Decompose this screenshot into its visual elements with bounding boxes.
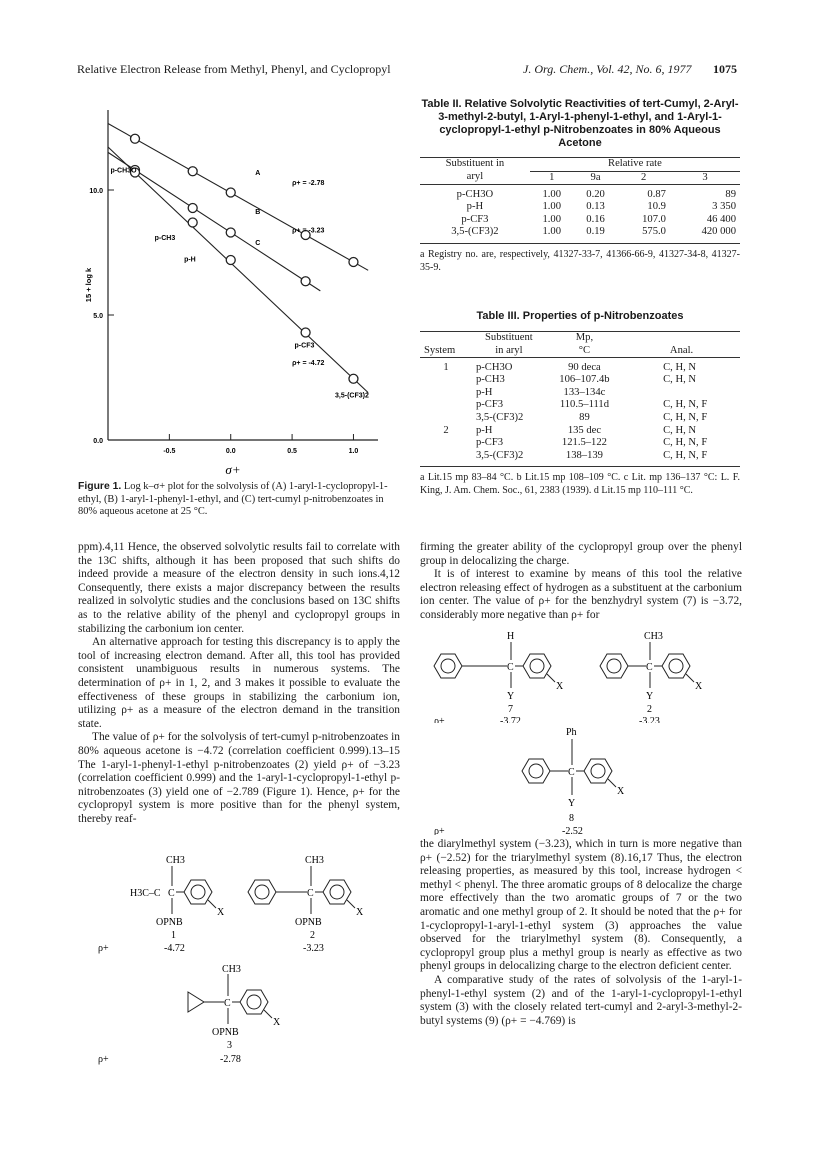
table-3-header-mp: Mp, <box>575 332 594 343</box>
table-2-footnote: a Registry no. are, respectively, 41327-33-7, 41366-66-9, 41327-34-8, 41327-35-9. <box>420 249 740 273</box>
table-cell: 3,5-(CF3)2 <box>475 449 524 461</box>
table-cell: 46 400 <box>706 213 736 225</box>
table-cell: p-H <box>466 201 484 213</box>
s1-val: -4.72 <box>164 943 185 954</box>
table-cell: 3 350 <box>712 201 736 213</box>
series-label-B: B <box>255 208 261 216</box>
label-p-cf3: p-CF3 <box>294 342 315 350</box>
table-cell: 1.00 <box>542 213 562 225</box>
table-cell: 575.0 <box>642 226 666 238</box>
table-cell <box>420 399 472 412</box>
table-row <box>420 226 740 243</box>
s3-num: 3 <box>227 1040 232 1051</box>
table-cell: 138–139 <box>565 449 603 461</box>
series-label-C: C <box>255 240 261 247</box>
data-point-B <box>188 204 197 213</box>
s2-top: CH3 <box>305 855 324 866</box>
journal-citation: J. Org. Chem., Vol. 42, No. 6, 1977 <box>523 62 692 76</box>
right-column-text-top <box>420 541 742 623</box>
table-3-grid <box>420 331 740 467</box>
table-cell: 0.13 <box>586 201 605 213</box>
x-tick-label: 0.5 <box>287 448 297 455</box>
table-cell: p-CF3 <box>461 213 489 225</box>
series-line-A <box>108 124 368 271</box>
series-label-A: A <box>255 170 261 177</box>
table-3-header-aryl: in aryl <box>495 344 523 356</box>
figure-caption-text: Log k–σ+ plot for the solvolysis of (A) 1-aryl-1-cyclopropyl-1-ethyl, (B) 1-aryl-1-phenyl-1-ethyl, and (C) tert-cumyl p-nitrobenzoates in 80% aqueous acetone at 25 °C. <box>78 481 388 518</box>
data-point-C <box>226 256 235 265</box>
data-point-A <box>188 167 197 176</box>
table-cell: 107.0 <box>642 213 666 225</box>
table-cell: 1.00 <box>542 201 562 213</box>
s2-x: X <box>356 907 364 918</box>
s7-val: -3.72 <box>500 716 521 723</box>
s7-rho: ρ+ <box>434 716 445 723</box>
structure-3 <box>78 962 400 1067</box>
s8-x: X <box>617 786 625 797</box>
label-3-5-cf3-2: 3,5-(CF3)2 <box>335 392 369 400</box>
data-point-B <box>301 277 310 286</box>
data-point-A <box>349 258 358 267</box>
series-line-C <box>108 147 368 393</box>
s1-left: H3C–C <box>130 888 161 899</box>
table-3-footnote: a Lit.15 mp 83–84 °C. b Lit.15 mp 108–109 °C. c Lit. mp 136–137 °C: L. F. King, J. Am. Chem. Soc., 61, 2383 (1939). d Lit.15 mp 110–111 °C. <box>420 472 740 496</box>
table-2-col: 3 <box>670 171 740 185</box>
rho-label-B: ρ+ = -3.23 <box>292 227 325 235</box>
structures-1-2 <box>78 852 400 962</box>
data-point-C <box>301 328 310 337</box>
paragraph: It is of interest to examine by means of this tool the relative electron releasing effect of hydrogen as a substituent at the carbonium ion center. The value of ρ+ for the benzhydryl system (7) is −3.72, considerably more negative than ρ+ for <box>420 568 742 621</box>
s7-bottom: Y <box>507 691 515 702</box>
running-header-title: Relative Electron Release from Methyl, Phenyl, and Cyclopropyl <box>77 62 391 76</box>
table-2-header-relative-rate: Relative rate <box>608 158 662 169</box>
table-cell: 3,5-(CF3)2 <box>451 226 499 238</box>
s2-num: 2 <box>310 930 315 941</box>
table-cell: 10.9 <box>647 201 666 213</box>
s3-bottom: OPNB <box>212 1027 239 1038</box>
figure-caption <box>78 481 400 519</box>
table-cell: 133–134c <box>563 386 606 398</box>
s1-rho: ρ+ <box>98 943 109 954</box>
table-cell: 1.00 <box>542 226 562 238</box>
table-3-header-anal: Anal. <box>669 344 694 356</box>
table-row <box>420 201 740 214</box>
x-tick-label: -0.5 <box>163 448 176 455</box>
table-row <box>420 437 740 450</box>
s2b-c: C <box>646 662 653 673</box>
table-cell: 121.5–122 <box>561 437 607 449</box>
table-cell: p-H <box>475 386 493 398</box>
table-3-header-substituent: Substituent <box>485 332 533 343</box>
paragraph: The value of ρ+ for the solvolysis of tert-cumyl p-nitrobenzoates in 80% aqueous acetone is −4.72 (correlation coefficient 0.999).13–15 The 1-aryl-1-phenyl-1-ethyl p-nitrobenzoates (2) yield ρ+ of −3.23 (correlation coefficient 0.999) and the 1-aryl-1-cyclopropyl-1-ethyl p-nitrobenzoates (3) yield one of −2.789 (Figure 1). Hence, ρ+ for the cyclopropyl system is more positive than for the phenyl system, thereby reaf- <box>78 731 400 825</box>
table-cell: 1 <box>443 361 449 373</box>
s8-val: -2.52 <box>562 826 583 835</box>
table-2-col: 9a <box>574 171 618 185</box>
s2-bottom: OPNB <box>295 917 322 928</box>
y-tick-label: 0.0 <box>93 438 103 445</box>
table-cell: p-CH3 <box>475 374 505 386</box>
table-cell: 0.20 <box>586 188 605 200</box>
table-3-header-deg: °C <box>578 344 591 356</box>
s7-c: C <box>507 662 514 673</box>
s1-c: C <box>168 888 175 899</box>
table-cell: C, H, N, F <box>663 412 708 424</box>
table-2-col: 2 <box>617 171 670 185</box>
s2b-x: X <box>695 681 703 692</box>
s3-top: CH3 <box>222 964 241 975</box>
x-tick-label: 1.0 <box>348 448 359 455</box>
figure-1 <box>78 100 400 482</box>
table-cell: 420 000 <box>701 226 736 238</box>
data-point-A <box>131 134 140 143</box>
table-cell: 89 <box>579 412 590 424</box>
table-row <box>420 450 740 467</box>
table-cell: 0.19 <box>586 226 605 238</box>
s2-val: -3.23 <box>303 943 324 954</box>
table-3-header-system: System <box>424 344 456 356</box>
table-row <box>420 362 740 375</box>
s2-c: C <box>307 888 314 899</box>
paragraph: ppm).4,11 Hence, the observed solvolytic results fail to correlate with the 13C shifts, although it has been proposed that such shifts do indeed provide a measure of the electron density in such ions.4,12 Consequently, there exists a major discrepancy between the results realized in solvolytic studies and the conclusions based on 13C shifts as to the relative ability of the phenyl and cyclopropyl groups in stabilizing the carbonium ion center. <box>78 541 400 635</box>
rho-label-A: ρ+ = -2.78 <box>292 180 325 187</box>
x-axis-label: σ+ <box>225 462 241 477</box>
label-p-ch3: p-CH3 <box>154 235 176 242</box>
paragraph: An alternative approach for testing this discrepancy is to apply the tool of increasing electron demand. After all, this tool has provided consistent unambiguous results in numerous systems. The determination of ρ+ in 1, 2, and 3 makes it possible to evaluate the effectiveness of these groups in stabilizing the carbonium ion, utilizing ρ+ as a measure of the electron demand in the transition state. <box>78 636 400 730</box>
table-cell: 1.00 <box>542 188 562 200</box>
label-p-h: p-H <box>184 256 196 264</box>
s8-c: C <box>568 767 575 778</box>
paragraph: firming the greater ability of the cyclopropyl group over the phenyl group in delocalizing the charge. <box>420 541 742 567</box>
table-cell <box>420 450 472 467</box>
table-cell <box>420 437 472 450</box>
x-tick-label: 0.0 <box>225 448 236 455</box>
structures-7-2 <box>420 628 742 723</box>
s1-bottom: OPNB <box>156 917 183 928</box>
y-tick-label: 5.0 <box>93 313 103 320</box>
data-point-C <box>188 218 197 227</box>
table-cell: C, H, N, F <box>663 449 708 461</box>
table-2-header-aryl: aryl <box>466 171 484 183</box>
table-row <box>420 374 740 387</box>
table-3 <box>420 310 740 497</box>
table-cell: p-CH3O <box>475 361 513 373</box>
page-number: 1075 <box>713 62 737 76</box>
s2b-num: 2 <box>647 704 652 715</box>
paragraph: the diarylmethyl system (−3.23), which in turn is more negative than ρ+ (−2.52) for the triarylmethyl system (8).16,17 Thus, the electron releasing properties, as measured by this tool, increase hydrogen < methyl < phenyl. The three aromatic groups of 8 delocalize the charge more effectively than the two aromatic groups of 7 or the two aromatic and one methyl group of 2. It should be noted that the ρ+ for 1-cyclopropyl-1-aryl-1-ethyl system (3) approaches the value observed for the triarylmethyl system (8). Consequently, a cyclopropyl group plus a methyl group is nearly as effective as two phenyl groups in delocalizing charge to the electron deficient center. <box>420 838 742 973</box>
paragraph: A comparative study of the rates of solvolysis of the 1-aryl-1-phenyl-1-ethyl system (2) and of the 1-aryl-1-cyclopropyl-1-ethyl system (3) with the closely related tert-cumyl and 2-aryl-3-methyl-2-butyl systems (9) (ρ+ = −4.769) is <box>420 973 742 1027</box>
table-cell: 110.5–111d <box>559 399 609 411</box>
table-row <box>420 189 740 202</box>
s8-num: 8 <box>569 813 574 824</box>
table-cell: p-CH3O <box>456 188 494 200</box>
table-cell: C, H, N <box>663 361 697 373</box>
data-point-A <box>226 188 235 197</box>
data-point-C <box>349 374 358 383</box>
table-cell <box>420 387 472 400</box>
table-cell: C, H, N <box>663 374 697 386</box>
table-2-title: Table II. Relative Solvolytic Reactivities of tert-Cumyl, 2-Aryl-3-methyl-2-butyl, 1-Aryl-1-phenyl-1-ethyl, and 1-Aryl-1-cyclopropyl-1-ethyl p-Nitrobenzoates in 80% Aqueous Acetone <box>421 98 739 149</box>
s3-x: X <box>273 1017 281 1028</box>
table-cell <box>420 374 472 387</box>
table-cell: p-CF3 <box>475 437 504 449</box>
table-cell: C, H, N, F <box>663 437 708 449</box>
table-cell: 0.87 <box>647 188 666 200</box>
label-p-ch3o: p-CH3O <box>110 167 137 175</box>
s2b-bottom: Y <box>646 691 654 702</box>
table-row <box>420 387 740 400</box>
table-cell: C, H, N <box>663 424 697 436</box>
table-cell: p-H <box>475 424 493 436</box>
structure-8 <box>420 725 742 835</box>
table-cell: C, H, N, F <box>663 399 708 411</box>
table-row <box>420 214 740 227</box>
s1-num: 1 <box>171 930 176 941</box>
table-cell: 2 <box>443 424 449 436</box>
s7-x: X <box>556 681 564 692</box>
table-row <box>420 425 740 438</box>
s3-val: -2.78 <box>220 1054 241 1065</box>
table-2-grid <box>420 157 740 244</box>
right-column-text-bottom <box>420 838 742 1028</box>
table-2-col: 1 <box>530 171 574 185</box>
table-cell: 0.16 <box>586 213 605 225</box>
table-cell: 135 dec <box>567 424 602 436</box>
data-point-B <box>226 228 235 237</box>
table-cell: 89 <box>725 188 736 200</box>
s1-top: CH3 <box>166 855 185 866</box>
s3-rho: ρ+ <box>98 1054 109 1065</box>
table-cell: 106–107.4b <box>559 374 610 386</box>
s2b-val: -3.23 <box>639 716 660 723</box>
y-tick-label: 10.0 <box>89 188 103 195</box>
log-k-sigma-chart <box>78 100 400 482</box>
s3-c: C <box>224 998 231 1009</box>
table-3-title: Table III. Properties of p-Nitrobenzoates <box>476 310 684 322</box>
table-row <box>420 412 740 425</box>
y-axis-label: 15 + log k <box>84 267 93 303</box>
s7-num: 7 <box>508 704 513 715</box>
table-2-header-substituent: Substituent in <box>445 158 505 170</box>
table-cell: 3,5-(CF3)2 <box>475 412 524 424</box>
table-2 <box>420 98 740 274</box>
s2b-top: CH3 <box>644 631 663 642</box>
s8-top: Ph <box>566 727 577 738</box>
table-row <box>420 399 740 412</box>
s8-rho: ρ+ <box>434 826 445 835</box>
figure-caption-label: Figure 1. <box>78 481 122 492</box>
table-cell <box>623 387 740 400</box>
s8-bottom: Y <box>568 798 576 809</box>
s7-top: H <box>507 631 515 642</box>
table-cell <box>420 412 472 425</box>
left-column-text <box>78 541 400 826</box>
rho-label-C: ρ+ = -4.72 <box>292 360 325 367</box>
table-cell: 90 deca <box>568 361 601 373</box>
s1-x: X <box>217 907 225 918</box>
table-cell: p-CF3 <box>475 399 504 411</box>
